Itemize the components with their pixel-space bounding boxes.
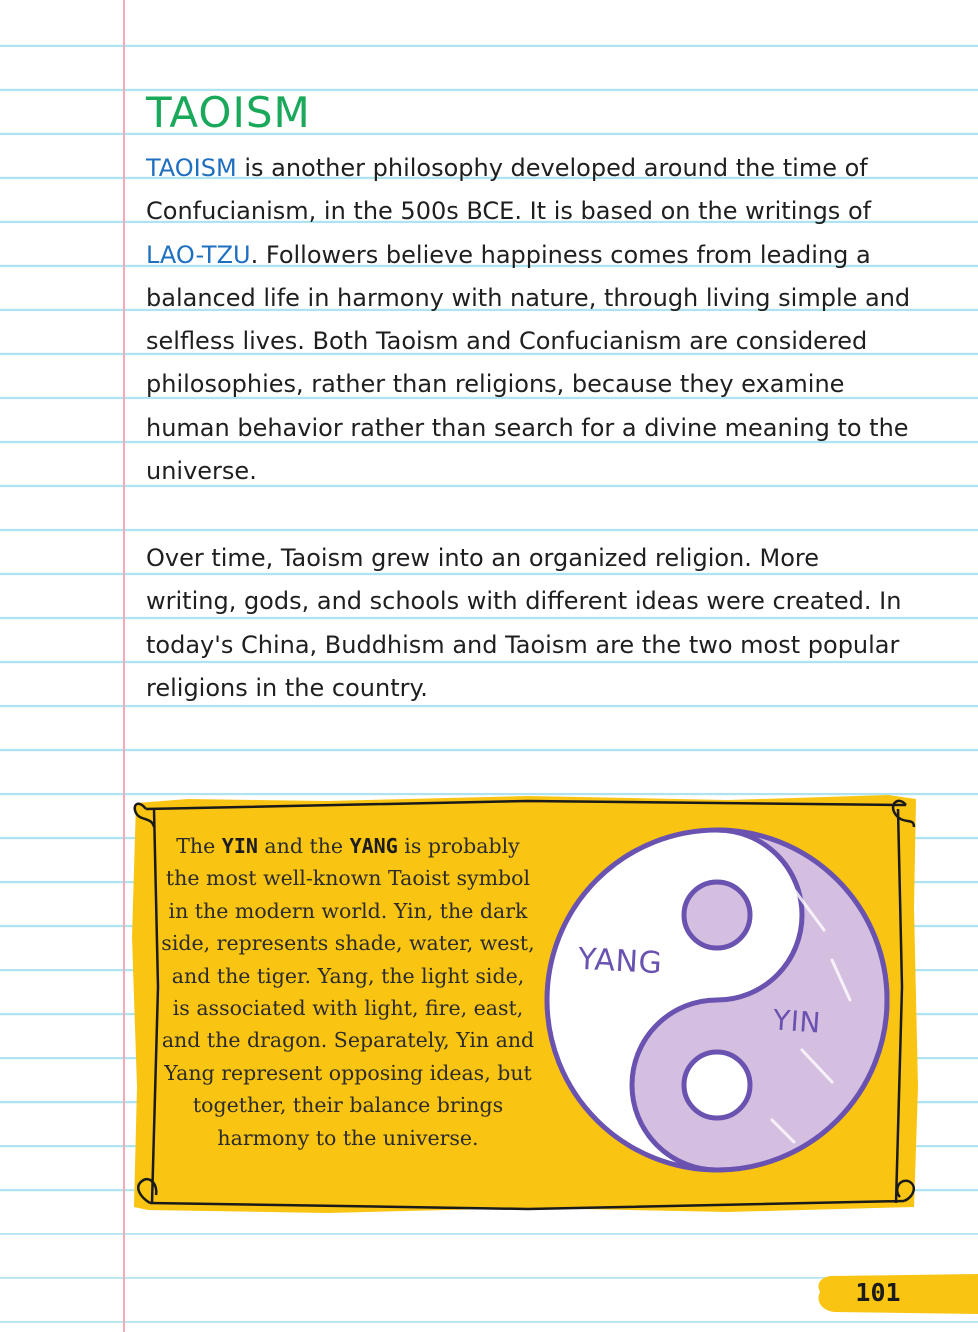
term-lao-tzu: LAO-TZU — [146, 240, 251, 269]
intro-text-part1: is another philosophy developed around the time of Confucianism, in the 500s BCE. It is based on the writings of — [146, 154, 872, 226]
yin-label: YIN — [771, 1003, 822, 1040]
callout-text-part1: The — [176, 834, 222, 858]
yin-yang-description — [160, 830, 536, 1154]
yang-label: YANG — [577, 941, 664, 982]
term-taoism: TAOISM — [146, 154, 237, 182]
page-title: TAOISM — [146, 88, 311, 137]
callout-text-part3: is probably the most well-known Taoist symbol in the modern world. Yin, the dark side, represents shade, water, west, and the tiger. Yang, the light side, is associated with light, fire, east, and the dragon. Separately, Yin and Yang represent opposing ideas, but together, their balance brings harmony to the universe. — [161, 834, 535, 1150]
yin-yang-symbol-icon — [532, 820, 902, 1180]
religion-paragraph: Over time, Taoism grew into an organized religion. More writing, gods, and schools with different ideas were created. In today's China, Buddhism and Taoism are the two most popular religions in the country. — [146, 544, 902, 702]
intro-paragraph — [146, 147, 916, 493]
intro-text-part2: . Followers believe happiness comes from leading a balanced life in harmony with nature, through living simple and selfless lives. Both Taoism and Confucianism are considered philosophies, rather than religions, because they examine human behavior rather than search for a divine meaning to the universe. — [146, 240, 911, 486]
callout-text-part2: and the — [257, 834, 350, 858]
page-number: 101 — [855, 1278, 901, 1307]
callout-yang-word: YANG — [349, 834, 398, 858]
callout-yin-word: YIN — [221, 834, 258, 858]
notebook-margin-line — [123, 0, 125, 1332]
